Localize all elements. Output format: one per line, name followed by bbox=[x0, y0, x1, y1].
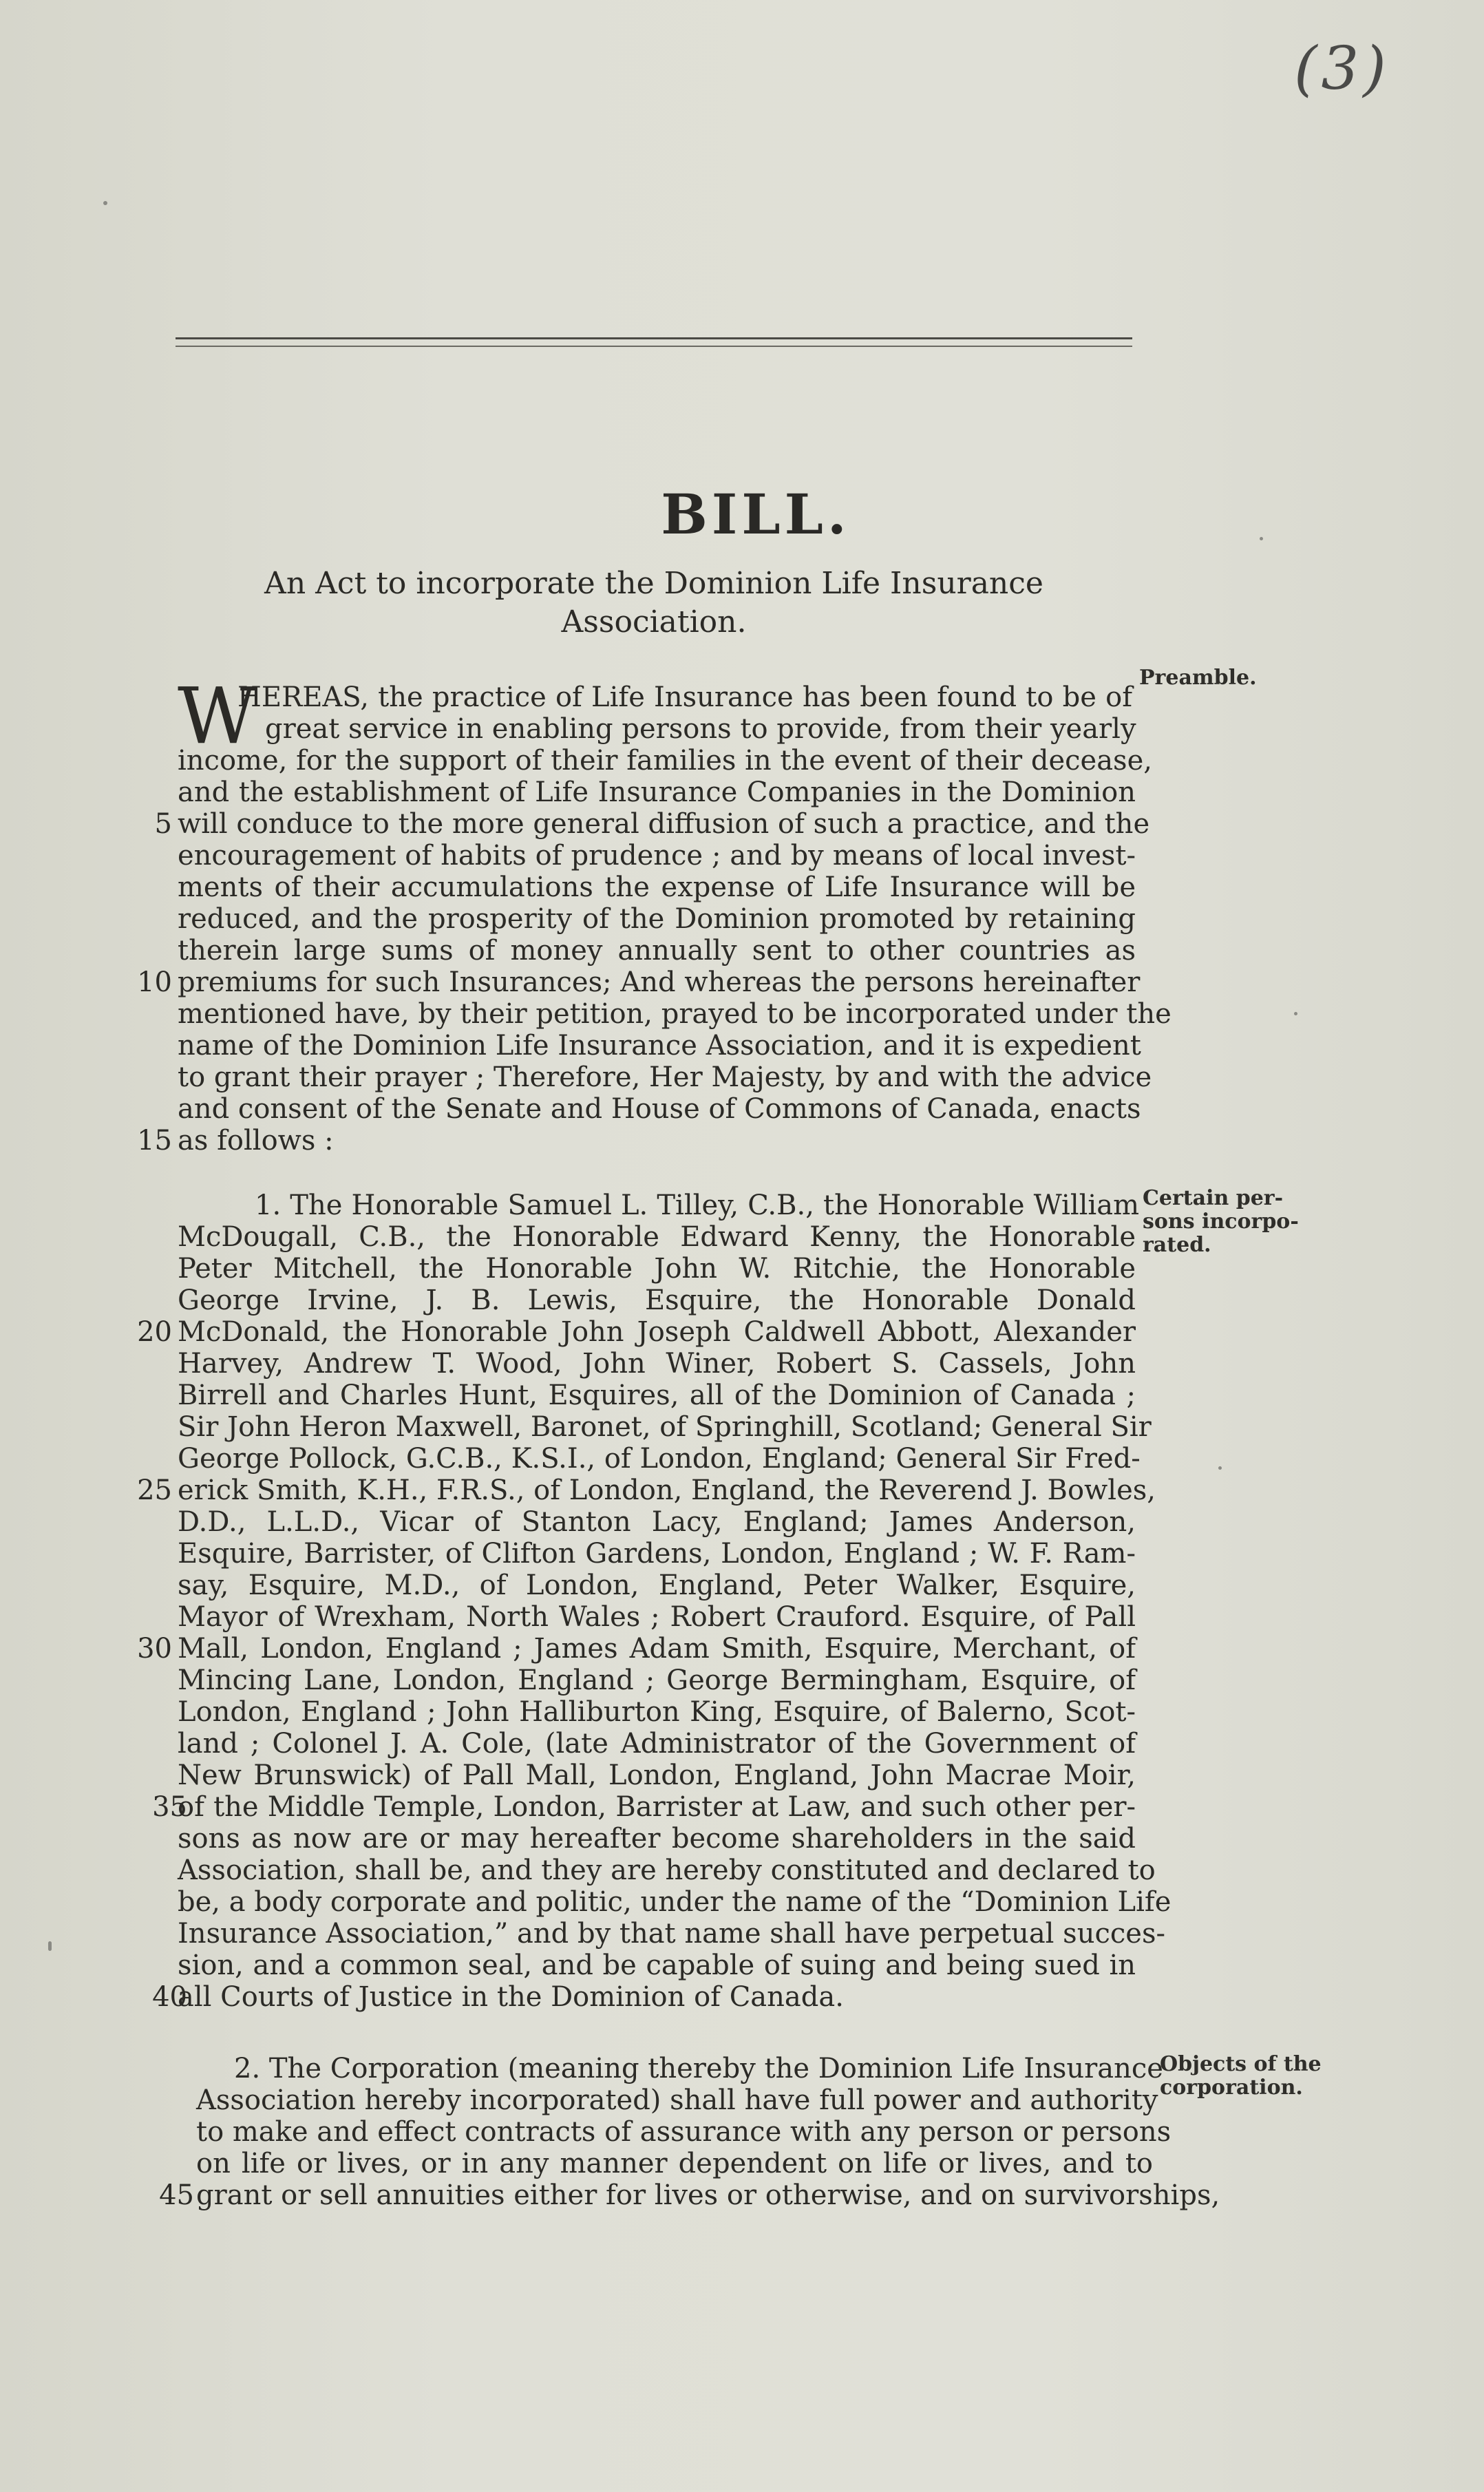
text-line: great service in enabling persons to provide, from their yearly bbox=[265, 713, 1136, 745]
text-line: premiums for such Insurances; And whereas the persons hereinafter bbox=[178, 967, 1141, 998]
text-line: say, Esquire, M.D., of London, England, Peter Walker, Esquire, bbox=[178, 1570, 1136, 1601]
text-line: on life or lives, or in any manner dependent on life or lives, and to bbox=[196, 2148, 1153, 2179]
text-line: to make and effect contracts of assurance with any person or persons bbox=[196, 2116, 1172, 2148]
text-line: Harvey, Andrew T. Wood, John Winer, Robert S. Cassels, John bbox=[178, 1348, 1136, 1380]
text-line: of the Middle Temple, London, Barrister at Law, and such other per- bbox=[178, 1791, 1136, 1823]
text-line: McDougall, C.B., the Honorable Edward Kenny, the Honorable bbox=[178, 1221, 1136, 1253]
text-line: mentioned have, by their petition, prayed to be incorporated under the bbox=[178, 998, 1172, 1030]
text-line: income, for the support of their families in the event of their decease, bbox=[178, 745, 1152, 777]
text-line: land ; Colonel J. A. Cole, (late Administrator of the Government of bbox=[178, 1728, 1136, 1760]
line-number: 10 bbox=[137, 967, 172, 998]
text-line: HEREAS, the practice of Life Insurance has been found to be of bbox=[237, 682, 1132, 713]
text-line: all Courts of Justice in the Dominion of Canada. bbox=[178, 1981, 844, 2013]
text-line: therein large sums of money annually sent to other countries as bbox=[178, 935, 1136, 967]
text-line: Association hereby incorporated) shall have full power and authority bbox=[196, 2084, 1158, 2116]
line-number: 20 bbox=[137, 1316, 172, 1348]
line-number: 35 bbox=[152, 1791, 187, 1823]
paper-speck bbox=[48, 1941, 52, 1951]
page-number: (3) bbox=[1294, 34, 1390, 103]
margin-note-objects: Objects of the corporation. bbox=[1160, 2052, 1322, 2100]
text-line: grant or sell annuities either for lives or otherwise, and on survivorships, bbox=[196, 2179, 1220, 2211]
paper-speck bbox=[103, 201, 107, 205]
text-line: and the establishment of Life Insurance Companies in the Dominion bbox=[178, 777, 1136, 808]
text-line: sons as now are or may hereafter become shareholders in the said bbox=[178, 1823, 1136, 1855]
text-line: George Pollock, G.C.B., K.S.I., of London, England; General Sir Fred- bbox=[178, 1443, 1141, 1475]
text-line: reduced, and the prosperity of the Dominion promoted by retaining bbox=[178, 903, 1136, 935]
text-line: encouragement of habits of prudence ; and by means of local invest- bbox=[178, 840, 1136, 872]
line-number: 45 bbox=[159, 2179, 194, 2211]
text-line: Association, shall be, and they are hereby constituted and declared to bbox=[178, 1855, 1156, 1886]
text-line: ments of their accumulations the expense of Life Insurance will be bbox=[178, 872, 1136, 903]
text-line: erick Smith, K.H., F.R.S., of London, England, the Reverend J. Bowles, bbox=[178, 1475, 1156, 1506]
line-number: 25 bbox=[137, 1475, 172, 1506]
margin-note-preamble: Preamble. bbox=[1139, 666, 1257, 690]
paper-speck bbox=[1260, 537, 1263, 540]
text-line: Peter Mitchell, the Honorable John W. Ritchie, the Honorable bbox=[178, 1253, 1136, 1285]
text-line: Mincing Lane, London, England ; George Bermingham, Esquire, of bbox=[178, 1665, 1136, 1696]
line-number: 5 bbox=[154, 808, 172, 840]
text-line: will conduce to the more general diffusion of such a practice, and the bbox=[178, 808, 1150, 840]
text-line: Insurance Association,” and by that name shall have perpetual succes- bbox=[178, 1918, 1165, 1950]
text-line: George Irvine, J. B. Lewis, Esquire, the Honorable Donald bbox=[178, 1285, 1136, 1316]
text-line: 1. The Honorable Samuel L. Tilley, C.B., the Honorable William bbox=[255, 1190, 1139, 1221]
text-line: Birrell and Charles Hunt, Esquires, all of the Dominion of Canada ; bbox=[178, 1380, 1136, 1411]
paper-speck bbox=[1218, 1466, 1222, 1470]
text-line: sion, and a common seal, and be capable of suing and being sued in bbox=[178, 1950, 1136, 1981]
header-rule bbox=[176, 337, 1132, 339]
text-line: D.D., L.L.D., Vicar of Stanton Lacy, England; James Anderson, bbox=[178, 1506, 1136, 1538]
bill-title: BILL. bbox=[661, 482, 851, 547]
header-rule-thin bbox=[176, 346, 1132, 347]
margin-note-certain-persons: Certain per- sons incorpo- rated. bbox=[1143, 1186, 1299, 1257]
text-line: to grant their prayer ; Therefore, Her Majesty, by and with the advice bbox=[178, 1062, 1152, 1093]
text-line: London, England ; John Halliburton King, Esquire, of Balerno, Scot- bbox=[178, 1696, 1136, 1728]
text-line: Mall, London, England ; James Adam Smith, Esquire, Merchant, of bbox=[178, 1633, 1136, 1665]
act-title bbox=[206, 564, 1101, 642]
line-number: 15 bbox=[137, 1125, 172, 1157]
text-line: McDonald, the Honorable John Joseph Caldwell Abbott, Alexander bbox=[178, 1316, 1136, 1348]
text-line: name of the Dominion Life Insurance Association, and it is expedient bbox=[178, 1030, 1141, 1062]
line-number: 30 bbox=[137, 1633, 172, 1665]
act-title-line: Association. bbox=[561, 604, 747, 640]
text-line: 2. The Corporation (meaning thereby the Dominion Life Insurance bbox=[234, 2053, 1163, 2084]
text-line: as follows : bbox=[178, 1125, 334, 1157]
drop-cap: W bbox=[178, 672, 257, 761]
text-line: be, a body corporate and politic, under the name of the “Dominion Life bbox=[178, 1886, 1172, 1918]
text-line: New Brunswick) of Pall Mall, London, England, John Macrae Moir, bbox=[178, 1760, 1136, 1791]
line-number: 40 bbox=[152, 1981, 187, 2013]
text-line: Sir John Heron Maxwell, Baronet, of Springhill, Scotland; General Sir bbox=[178, 1411, 1152, 1443]
text-line: and consent of the Senate and House of Commons of Canada, enacts bbox=[178, 1093, 1141, 1125]
text-line: Mayor of Wrexham, North Wales ; Robert Crauford. Esquire, of Pall bbox=[178, 1601, 1136, 1633]
act-title-line: An Act to incorporate the Dominion Life Insurance bbox=[264, 566, 1043, 601]
paper-speck bbox=[1294, 1012, 1297, 1015]
text-line: Esquire, Barrister, of Clifton Gardens, London, England ; W. F. Ram- bbox=[178, 1538, 1136, 1570]
